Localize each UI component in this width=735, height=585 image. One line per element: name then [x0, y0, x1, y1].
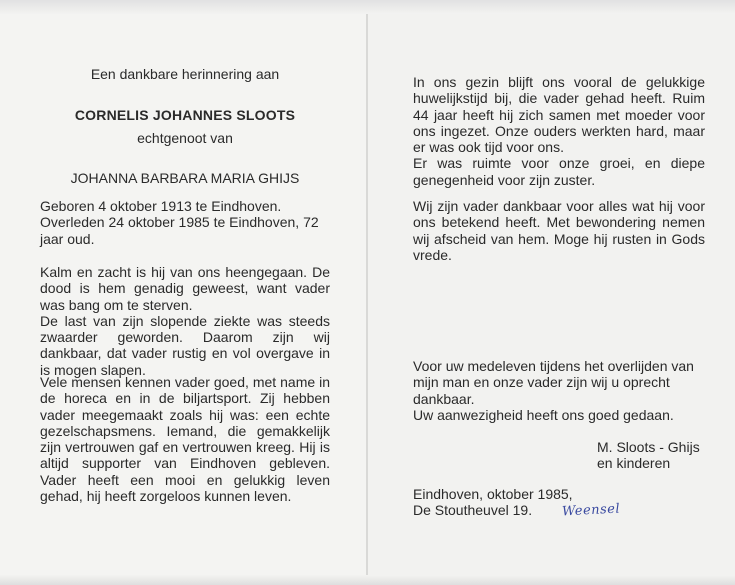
- signer-family: en kinderen: [597, 455, 671, 472]
- paragraph: Er was ruimte voor onze groei, en diepe genegenheid voor zijn zuster.: [413, 155, 705, 188]
- died-line: Overleden 24 oktober 1985 te Eindhoven, 72 jaar oud.: [40, 214, 319, 247]
- top-edge-shadow: [0, 0, 735, 14]
- fold-line: [366, 0, 368, 585]
- thanks-block: [413, 358, 713, 423]
- right-paragraph-1: [413, 74, 705, 188]
- spouse-name: JOHANNA BARBARA MARIA GHIJS: [70, 170, 300, 186]
- bottom-edge-shadow: [0, 575, 735, 585]
- spouse-label: echtgenoot van: [137, 130, 233, 146]
- left-paragraph-1: [40, 264, 330, 378]
- paragraph: Kalm en zacht is hij van ons heengegaan. De dood is hem genadig geweest, want vader was bang om te sterven.: [40, 264, 330, 313]
- place-date: Eindhoven, oktober 1985,: [413, 486, 573, 502]
- right-paragraph-3: Wij zijn vader dankbaar voor alles wat hij voor ons betekend heeft. Met bewondering nemen wij afscheid van hem. Moge hij rusten in Gods vrede.: [413, 198, 705, 263]
- paragraph: De last van zijn slopende ziekte was steeds zwaarder geworden. Daarom zijn wij dankbaar, dat vader rustig en vol overgave in is mogen slapen.: [40, 312, 330, 378]
- thanks-text: Voor uw medeleven tijdens het overlijden van mijn man en onze vader zijn wij u oprecht dankbaar.: [413, 358, 694, 407]
- street-address: De Stoutheuvel 19.: [413, 502, 533, 519]
- life-dates: [40, 198, 340, 247]
- signer-name: M. Sloots - Ghijs: [597, 439, 700, 455]
- paragraph: In ons gezin blijft ons vooral de gelukkige huwelijkstijd bij, die vader gehad heeft. Ruim 44 jaar heeft hij zich samen met moeder voor ons ingezet. Onze ouders werkten hard, maar er was ook tijd voor ons.: [413, 74, 705, 156]
- deceased-name: CORNELIS JOHANNES SLOOTS: [74, 107, 296, 123]
- intro-line: Een dankbare herinnering aan: [90, 66, 280, 82]
- left-paragraph-3: Vele mensen kennen vader goed, met name in de horeca en in de biljartsport. Zij hebben vader meegemaakt zoals hij was: een echte gezelschapsmens. Iemand, die gemakkelijk zijn vertrouwen gaf en vertrouwen kreeg. Hij is altijd supporter van Eindhoven gebleven. Vader heeft een mooi en gelukkig leven gehad, hij heeft zorgeloos kunnen leven.: [40, 374, 330, 505]
- signature-block: [597, 439, 727, 472]
- presence-text: Uw aanwezigheid heeft ons goed gedaan.: [413, 406, 674, 423]
- handwritten-note: Weensel: [561, 501, 621, 520]
- born-line: Geboren 4 oktober 1913 te Eindhoven.: [40, 198, 282, 214]
